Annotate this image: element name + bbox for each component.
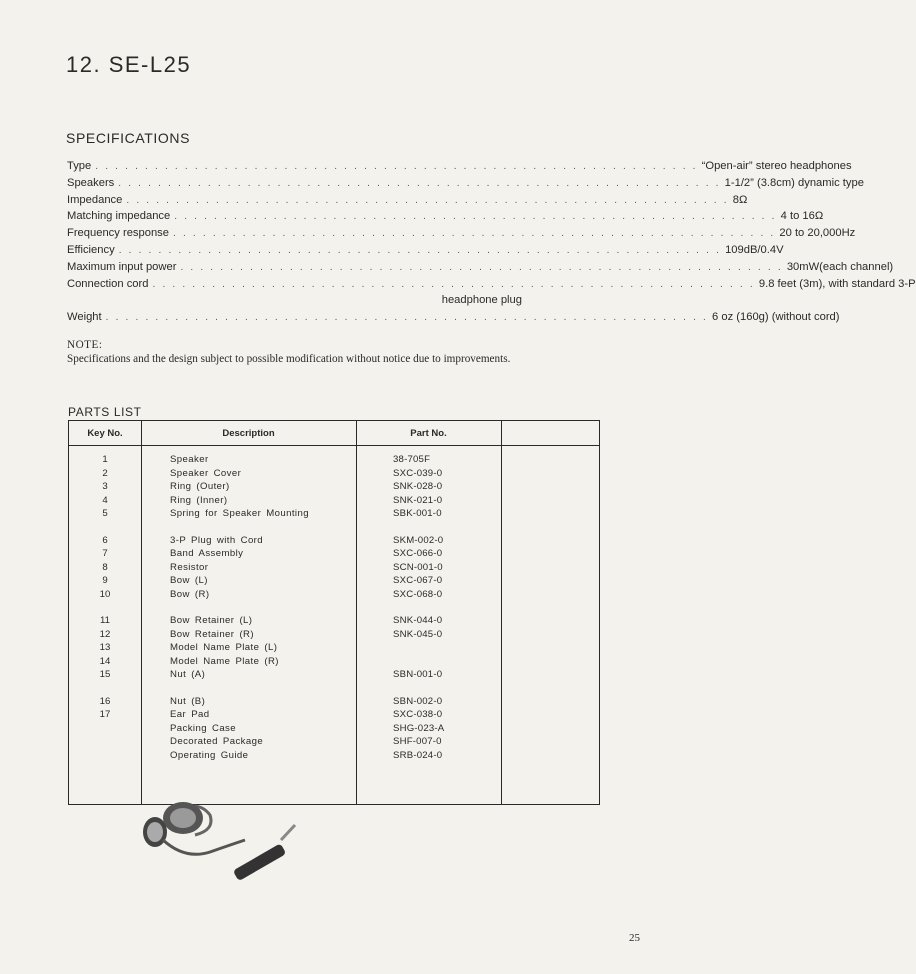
spec-label: Frequency response: [67, 227, 169, 240]
spec-label: Weight: [67, 311, 102, 324]
spec-row-efficiency: [67, 243, 784, 261]
table-row: [69, 656, 599, 670]
table-row: [69, 508, 599, 522]
description-cell: 3-P Plug with Cord: [170, 534, 264, 546]
description-cell: Decorated Package: [170, 736, 264, 748]
key-no-cell: 6: [102, 534, 108, 546]
spec-value: “Open-air” stereo headphones: [701, 160, 852, 172]
part-no-cell: SCN-001-0: [393, 561, 443, 573]
spec-label: Matching impedance: [67, 210, 171, 223]
spec-value: 6 oz (160g) (without cord): [712, 311, 840, 324]
part-no-cell: SBN-001-0: [393, 669, 443, 681]
spec-value: 20 to 20,000Hz: [779, 227, 856, 240]
table-row: [69, 589, 599, 603]
note-label: NOTE:: [67, 339, 103, 351]
spec-row-maximum-input-power: [67, 260, 894, 278]
parts-list-heading: PARTS LIST: [68, 405, 142, 419]
table-row: [69, 562, 599, 576]
key-no-cell: 7: [102, 548, 108, 560]
description-cell: Spring for Speaker Mounting: [170, 508, 309, 520]
description-cell: Packing Case: [170, 722, 236, 734]
specifications-heading: SPECIFICATIONS: [66, 130, 191, 146]
key-no-cell: 13: [99, 642, 111, 654]
parts-table: [68, 420, 600, 805]
spec-row-connection-cord: [67, 277, 916, 295]
part-no-cell: 38-705F: [393, 454, 431, 465]
spec-value-continuation: headphone plug: [441, 294, 522, 307]
spec-value: 1-1/2” (3.8cm) dynamic type: [724, 176, 864, 189]
table-row: [69, 629, 599, 643]
leader-dots: . . . . . . . . . . . . . . . . . . . . . . . . . . . . . . . . . . . . . . . . . . . . . . . . . . . . . . . . . . . . .: [105, 312, 709, 324]
table-row: [69, 723, 599, 737]
key-no-cell: 1: [102, 454, 108, 465]
spec-row-speakers: [67, 176, 864, 194]
key-no-cell: 10: [99, 588, 111, 600]
note-text: Specifications and the design subject to possible modification without notice due to improvements.: [67, 353, 511, 365]
table-row: [69, 642, 599, 656]
key-no-cell: 11: [100, 615, 110, 626]
spec-value: 8Ω: [732, 193, 748, 206]
table-row: [69, 454, 599, 468]
leader-dots: . . . . . . . . . . . . . . . . . . . . . . . . . . . . . . . . . . . . . . . . . . . . . . . . . . . . . . . . . . . . .: [180, 261, 783, 273]
part-no-cell: SHF-007-0: [393, 736, 442, 748]
table-row: [69, 736, 599, 750]
part-no-cell: SBK-001-0: [393, 508, 442, 520]
leader-dots: . . . . . . . . . . . . . . . . . . . . . . . . . . . . . . . . . . . . . . . . . . . . . . . . . . . . . . . . . . . . .: [118, 244, 722, 256]
spec-label: Impedance: [67, 193, 123, 206]
description-cell: Ring (Inner): [170, 494, 228, 506]
key-no-cell: 16: [99, 695, 111, 707]
description-cell: Nut (B): [170, 695, 206, 707]
key-no-cell: 3: [102, 481, 108, 493]
spec-label: Speakers: [67, 176, 115, 189]
spec-label: Type: [67, 160, 92, 172]
description-cell: Resistor: [170, 561, 209, 573]
column-header-key-no: Key No.: [87, 428, 123, 439]
description-cell: Ear Pad: [170, 709, 210, 721]
part-no-cell: SXC-038-0: [393, 709, 443, 721]
table-row: [69, 669, 599, 683]
specifications-list: [67, 160, 916, 328]
leader-dots: . . . . . . . . . . . . . . . . . . . . . . . . . . . . . . . . . . . . . . . . . . . . . . . . . . . . . . . . . . . . .: [174, 211, 777, 223]
table-row: [69, 709, 599, 723]
description-cell: Ring (Outer): [170, 481, 230, 493]
page-number: 25: [629, 932, 640, 944]
table-row: [69, 615, 599, 629]
table-row: [69, 495, 599, 509]
key-no-cell: 5: [102, 508, 108, 520]
spec-label: Efficiency: [67, 243, 115, 256]
table-row: [69, 575, 599, 589]
key-no-cell: 15: [99, 669, 111, 681]
part-no-cell: SNK-044-0: [393, 615, 443, 626]
spec-value: 9.8 feet (3m), with standard 3-P: [758, 277, 916, 290]
description-cell: Speaker: [170, 454, 209, 465]
key-no-cell: 17: [99, 709, 111, 721]
description-cell: Bow Retainer (R): [170, 628, 254, 640]
table-row: [69, 548, 599, 562]
description-cell: Nut (A): [170, 669, 206, 681]
spec-row-type: [67, 160, 852, 177]
chapter-title: 12. SE-L25: [66, 52, 192, 77]
table-row: [69, 750, 599, 764]
spec-label: Maximum input power: [67, 260, 177, 273]
spec-label: Connection cord: [67, 277, 149, 290]
key-no-cell: 8: [102, 561, 108, 573]
note-block: [67, 338, 522, 366]
description-cell: Speaker Cover: [170, 467, 242, 479]
leader-dots: . . . . . . . . . . . . . . . . . . . . . . . . . . . . . . . . . . . . . . . . . . . . . . . . . . . . . . . . . . . . .: [152, 278, 755, 290]
table-row: [69, 696, 599, 710]
part-no-cell: SNK-045-0: [393, 628, 443, 640]
part-no-cell: SXC-039-0: [393, 467, 443, 479]
spec-row-matching-impedance: [67, 210, 824, 227]
part-no-cell: SKM-002-0: [393, 534, 444, 546]
key-no-cell: 14: [99, 655, 111, 667]
description-cell: Bow (R): [170, 588, 210, 600]
key-no-cell: 9: [102, 575, 108, 587]
description-cell: Operating Guide: [170, 749, 249, 761]
spec-row-frequency-response: [67, 227, 856, 244]
table-row: [69, 468, 599, 482]
leader-dots: . . . . . . . . . . . . . . . . . . . . . . . . . . . . . . . . . . . . . . . . . . . . . . . . . . . . . . . . . . . . .: [126, 194, 729, 206]
column-header-description: Description: [222, 428, 275, 439]
description-cell: Bow Retainer (L): [170, 615, 253, 626]
leader-dots: . . . . . . . . . . . . . . . . . . . . . . . . . . . . . . . . . . . . . . . . . . . . . . . . . . . . . . . . . . . . .: [118, 177, 721, 189]
part-no-cell: SRB-024-0: [393, 749, 443, 761]
key-no-cell: 4: [102, 494, 108, 506]
table-row: [69, 481, 599, 495]
part-no-cell: SXC-068-0: [393, 588, 443, 600]
description-cell: Model Name Plate (L): [170, 642, 278, 654]
part-no-cell: SXC-067-0: [393, 575, 443, 587]
description-cell: Bow (L): [170, 575, 208, 587]
header-divider: [69, 445, 599, 446]
headphones-photo: [135, 790, 305, 890]
part-no-cell: SNK-021-0: [393, 494, 443, 506]
part-no-cell: SXC-066-0: [393, 548, 443, 560]
spec-value: 4 to 16Ω: [780, 210, 824, 223]
part-no-cell: SHG-023-A: [393, 722, 445, 734]
spec-row-impedance: [67, 193, 748, 211]
description-cell: Model Name Plate (R): [170, 655, 279, 667]
spec-value: 30mW(each channel): [786, 260, 894, 273]
part-no-cell: SNK-028-0: [393, 481, 443, 493]
part-no-cell: SBN-002-0: [393, 695, 443, 707]
column-header-part-no: Part No.: [410, 428, 447, 439]
key-no-cell: 12: [99, 628, 111, 640]
leader-dots: . . . . . . . . . . . . . . . . . . . . . . . . . . . . . . . . . . . . . . . . . . . . . . . . . . . . . . . . . . . . .: [95, 161, 698, 172]
leader-dots: . . . . . . . . . . . . . . . . . . . . . . . . . . . . . . . . . . . . . . . . . . . . . . . . . . . . . . . . . . . . .: [173, 228, 776, 240]
table-row: [69, 535, 599, 549]
description-cell: Band Assembly: [170, 548, 244, 560]
spec-value: 109dB/0.4V: [725, 243, 784, 256]
key-no-cell: 2: [102, 467, 108, 479]
spec-row-weight: [67, 311, 840, 328]
